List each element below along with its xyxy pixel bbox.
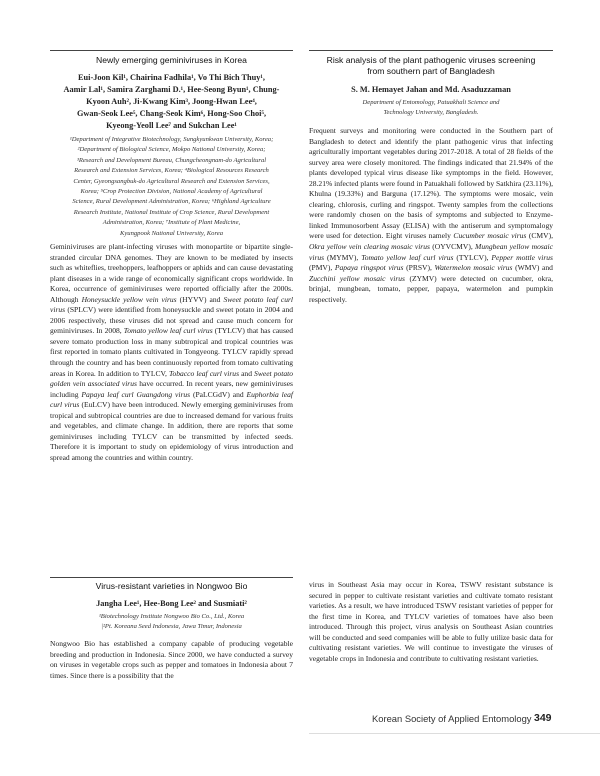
affiliation-line: Department of Entomology, Patuakhali Science and <box>362 99 500 106</box>
author-line: Gwan-Seok Lee⁵, Chang-Seok Kim⁶, Hong-Soo Choi⁵, <box>76 109 267 118</box>
page-number: 349 <box>534 712 552 724</box>
article1-authors <box>50 72 293 132</box>
footer-society-name: Korean Society of Applied Entomology <box>372 713 532 724</box>
article1-affiliations <box>50 135 293 239</box>
article1-body: Geminiviruses are plant-infecting viruses with monopartite or bipartite single-stranded circular DNA genomes. They are known to be mediated by insects such as whiteflies, treehoppers, leafhoppers or aphids and can cause devastating plant diseases in a wide range of economically significant crops worldwide. In Korea, occurrence of geminiviruses were reported officially after the 2000s. Although Honeysuckle yellow vein virus (HYVV) and Sweet potato leaf curl virus (SPLCV) were identified from honeysuckle and sweet potato in 2004 and 2006 respectively, these viruses did not spread and cause much concern for geminiviruses. In 2008, Tomato yellow leaf curl virus (TYLCV) that has caused severe tomato production loss in many subtropical and tropical countries was first reported in tomato plants cultivated in Tongyeong. TYLCV rapidly spread through the country and has been continuously reported from tomato cultivating areas in Korea. In addition to TYLCV, Tobacco leaf curl virus and Sweet potato golden vein associated virus have occurred. In recent years, new geminiviruses including Papaya leaf curl Guangdong virus (PaLCGdV) and Euphorbia leaf curl virus (EuLCV) have been introduced. Newly emerging geminiviruses from tropical and subtropical countries are due to increased demand for various fruits and vegetables, and climate change. In addition, there are reports that some geminiviruses including TYLCV can be transmitted by infected seeds. Therefore it is important to study on epidemiology of virus introduction and spread among the countries and within country. <box>50 242 294 462</box>
title-line: Risk analysis of the plant pathogenic viruses screening <box>326 55 536 65</box>
article2-authors: S. M. Hemayet Jahan and Md. Asaduzzaman <box>351 85 511 94</box>
affiliation-line: |²Pt. Koreana Seed Indonesia, Jawa Timur, Indonesia <box>101 623 242 631</box>
affiliation-line: Research Institute, National Institute of Crop Science, Rural Development <box>73 208 270 216</box>
author-line: Eui-Joon Kil¹, Chairina Fadhila¹, Vo Thi Bich Thuy¹, <box>78 73 265 82</box>
article2-affiliations <box>309 98 553 119</box>
affiliation-line: Technology University, Bangladesh. <box>383 109 479 117</box>
article2-body: Frequent surveys and monitoring were conducted in the Southern part of Bangladesh to detect and identify the plant pathogenic virus that infecting agriculturally important vegetables during 2017-2018. A total of 28 fields of the survey area were closely monitored. The findings indicated that 21.94% of the plants developed typical virus disease like symptomps in the field. However, 28.21% infected plants were found in Patuakhali followed by Satkhira (23.11%), Khulna (19.33%) and Barguna (17.12%). The symptoms were mosaic, vein clearing, chlorosis, curling and ringspot. Twenty samples from the collections were randomly chosen on the basis of symptoms and subjected to Enzyme-linked Immunosorbent Assay (ELISA) with the antiserum and symptomalogy were used for detection. Eight viruses namely Cucumber mosaic virus (CMV), Okra yellow vein clearing mosaic virus (OYVCMV), Mungbean yellow mosaic virus (MYMV), Tomato yellow leaf curl virus (TYLCV), Pepper mottle virus (PMV), Papaya ringspot virus (PRSV), Watermelon mosaic virus (WMV) and Zucchini yellow mosaic virus (ZYMV) were detected on cucumber, okra, brinjal, mungbean, tomato, pepper, papaya, watermelon and pumpkin respectively. <box>309 126 554 304</box>
article3-top-rule <box>50 577 293 578</box>
affiliation-line: Kyungpook National University, Korea <box>119 229 224 237</box>
affiliation-line: ³Research and Development Bureau, Chungcheongnam-do Agricultural <box>76 156 267 164</box>
affiliation-line: Research and Extension Services, Korea; ⁴Biological Resources Research <box>74 167 269 175</box>
affiliation-line: ¹Biotechnology Institute Nongwoo Bio Co., Ltd., Korea <box>98 613 245 620</box>
affiliation-line: ²Department of Biological Science, Mokpo National University, Korea; <box>77 146 266 154</box>
affiliation-line: ¹Department of Integrative Biotechnology, Sungkyunkwan University, Korea; <box>69 136 274 143</box>
article1-top-rule <box>50 50 293 51</box>
affiliation-line: Korea; ⁵Crop Protection Division, National Academy of Agricultural <box>80 188 263 196</box>
article2-top-rule <box>309 50 553 51</box>
article1-title: Newly emerging geminiviruses in Korea <box>96 55 247 65</box>
footer-bar <box>309 733 600 734</box>
author-line: Kyeong-Yeoll Lee⁷ and Sukchan Lee¹ <box>106 121 237 130</box>
article2-title <box>309 55 553 77</box>
affiliation-line: Center, Gyeongsangbuk-do Agricultural Research and Extension Services, <box>73 177 270 185</box>
article3-affiliations <box>50 612 293 633</box>
article3-title: Virus-resistant varieties in Nongwoo Bio <box>95 581 248 591</box>
author-line: Aamir Lal¹, Samira Zarghami D.¹, Hee-Seong Byun¹, Chung- <box>63 85 280 94</box>
affiliation-line: Science, Rural Development Administration, Korea; ⁶Highland Agriculture <box>72 198 271 206</box>
article3-authors: Jangha Lee¹, Hee-Bong Lee² and Susmiati² <box>96 599 247 608</box>
article3-body-left: Nongwoo Bio has established a company capable of producing vegetable breeding and production in Indonesia. Since 2000, we have conducted a survey on viruses in vegetable crops such as pepper and tomatoes in Indonesia about 7 times. Since there is a possibility that the <box>50 639 293 680</box>
affiliation-line: Administration, Korea; ⁷Institute of Plant Medicine, <box>102 219 241 227</box>
author-line: Kyoon Auh², Ji-Kwang Kim³, Joong-Hwan Lee⁴, <box>86 97 257 106</box>
article3-body-right: virus in Southeast Asia may occur in Korea, TSWV resistant substance is secured in pepper to cultivate resistant varieties and cultivate tomato resistant varieties. As a result, we have introduced TSWV resistant varieties of pepper for the first time in Korea, and TYLCV varieties of tomatoes have also been introduced. Through this project, virus analysis on Southeast Asian countries will be conducted and seed companies will be able to fully utilize basic data for cultivating resistant varieties. We will continue to investigate the viruses of vegetable crops in Indonesia and contribute to cultivating resistant varieties. <box>309 580 553 663</box>
title-line: from southern part of Bangladesh <box>367 66 495 76</box>
